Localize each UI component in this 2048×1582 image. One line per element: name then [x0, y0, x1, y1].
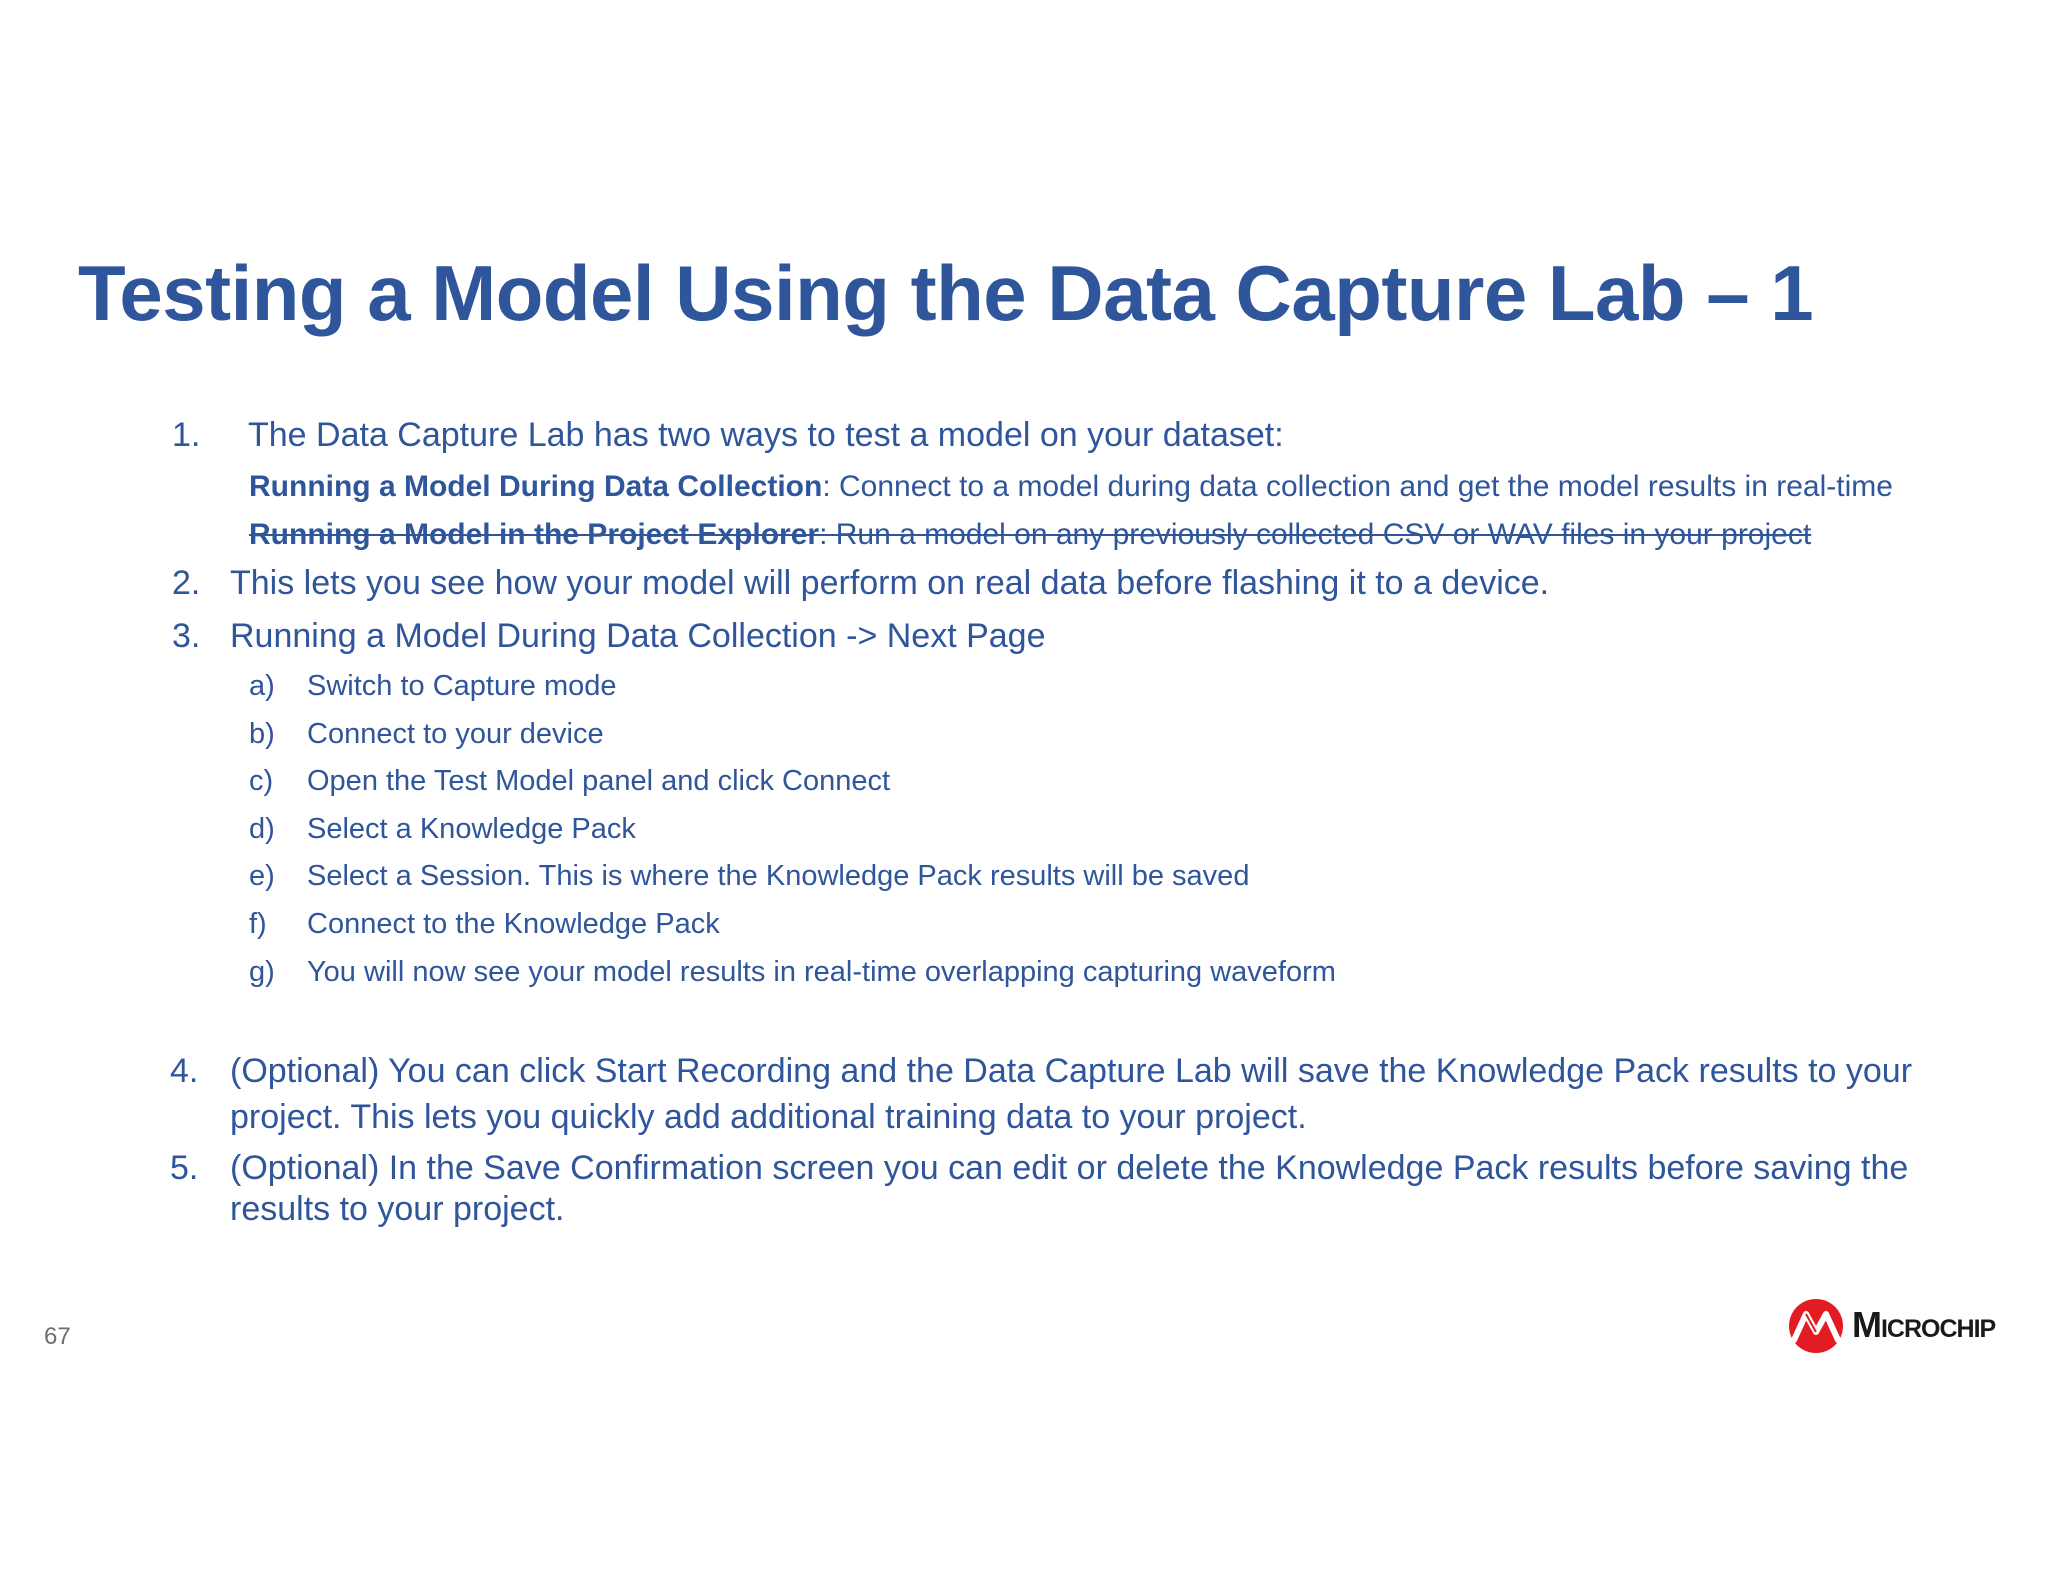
- list-item-text-line-1: (Optional) You can click Start Recording and the Data Capture Lab will save the Knowledge Pack results to your: [230, 1052, 1913, 1090]
- option-run-in-project-explorer: [249, 518, 1811, 552]
- sub-item-text: Select a Session. This is where the Knowledge Pack results will be saved: [307, 860, 1250, 892]
- option-title: Running a Model During Data Collection: [249, 470, 823, 503]
- list-number: 4.: [170, 1052, 199, 1090]
- list-number: 5.: [170, 1149, 199, 1187]
- sub-item-letter: e): [249, 860, 275, 892]
- list-item-text: The Data Capture Lab has two ways to test a model on your dataset:: [248, 416, 1284, 454]
- option-description: : Run a model on any previously collected CSV or WAV files in your project: [819, 518, 1812, 551]
- option-description: : Connect to a model during data collection and get the model results in real-time: [822, 470, 1893, 503]
- list-item-text-line-2: results to your project.: [230, 1190, 565, 1228]
- sub-item-text: Connect to the Knowledge Pack: [307, 908, 720, 940]
- microchip-logo: [1786, 1296, 2026, 1354]
- sub-item-text: Connect to your device: [307, 718, 604, 750]
- sub-item-letter: a): [249, 670, 275, 702]
- sub-item-letter: b): [249, 718, 275, 750]
- list-item-text: Running a Model During Data Collection -> Next Page: [230, 617, 1046, 655]
- slide-title: Testing a Model Using the Data Capture Lab – 1: [78, 249, 1814, 337]
- list-item-text: This lets you see how your model will perform on real data before flashing it to a device.: [230, 564, 1550, 602]
- option-title: Running a Model in the Project Explorer: [249, 518, 820, 551]
- sub-item-text: You will now see your model results in real-time overlapping capturing waveform: [307, 956, 1336, 988]
- sub-item-text: Select a Knowledge Pack: [307, 813, 636, 845]
- sub-item-text: Open the Test Model panel and click Connect: [307, 765, 891, 797]
- list-number: 3.: [172, 617, 201, 655]
- sub-item-letter: f): [249, 908, 267, 940]
- option-run-during-collection: [249, 470, 1893, 504]
- sub-item-text: Switch to Capture mode: [307, 670, 617, 702]
- sub-item-letter: g): [249, 956, 275, 988]
- list-number: 1.: [172, 416, 201, 454]
- sub-item-letter: c): [249, 765, 274, 797]
- list-item-text-line-2: project. This lets you quickly add additional training data to your project.: [230, 1098, 1307, 1136]
- list-item-text-line-1: (Optional) In the Save Confirmation screen you can edit or delete the Knowledge Pack results before saving the: [230, 1149, 1909, 1187]
- page-number: 67: [44, 1323, 71, 1350]
- list-number: 2.: [172, 564, 201, 602]
- microchip-logo-icon: [1786, 1296, 1846, 1354]
- sub-item-letter: d): [249, 813, 275, 845]
- logo-text: Microchip: [1852, 1304, 1996, 1345]
